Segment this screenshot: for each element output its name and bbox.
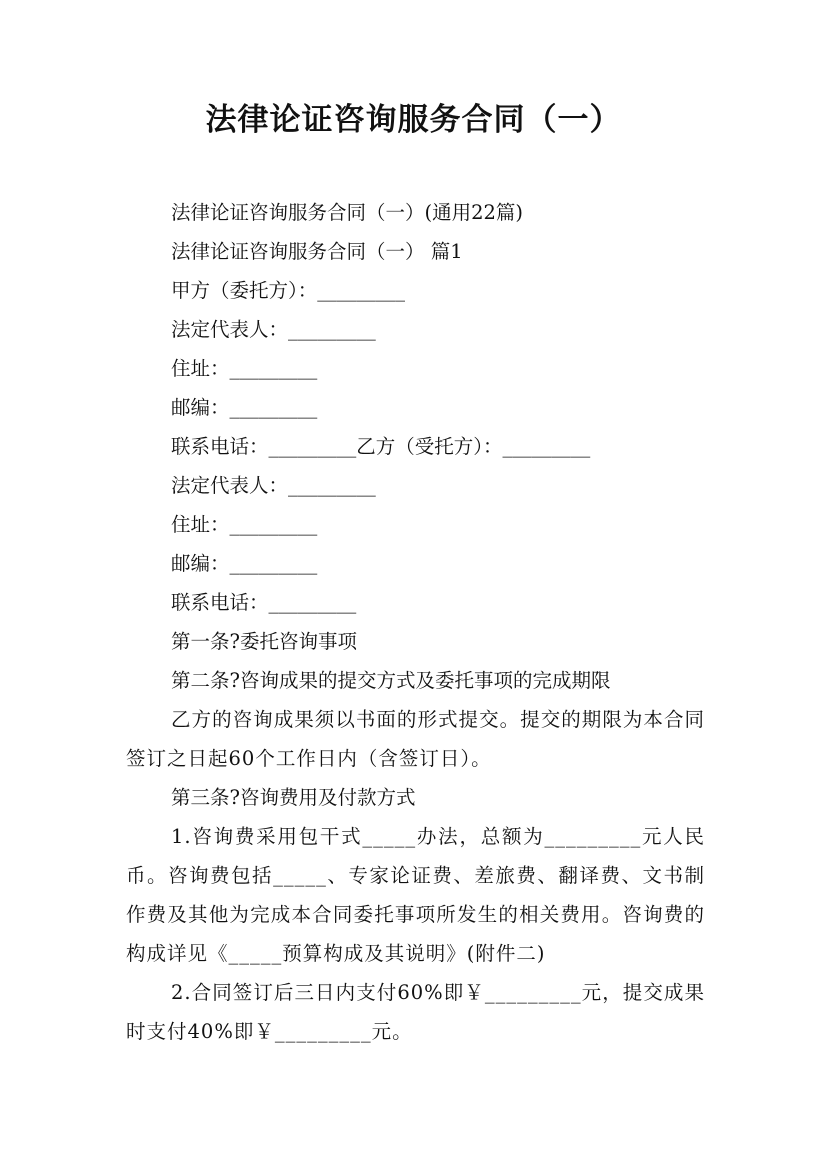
document-body [126,193,705,1051]
party-a-representative: 法定代表人：_________ [171,318,376,341]
article-header: 法律论证咨询服务合同（一） 篇1 [171,240,463,263]
clause-3-item-2: 2.合同签订后三日内支付60%即￥_________元，提交成果时支付40%即￥_________元。 [126,981,705,1043]
clause-2-heading: 第二条?咨询成果的提交方式及委托事项的完成期限 [171,669,611,692]
party-a-phone-party-b-label: 联系电话：_________乙方（受托方）：_________ [171,435,591,458]
party-a-postcode: 邮编：_________ [171,396,318,419]
party-b-representative: 法定代表人：_________ [171,474,376,497]
party-b-postcode: 邮编：_________ [171,552,318,575]
document-title: 法律论证咨询服务合同（一） [205,102,622,138]
document-subtitle: 法律论证咨询服务合同（一）(通用22篇) [171,201,524,224]
clause-2-body: 乙方的咨询成果须以书面的形式提交。提交的期限为本合同签订之日起60个工作日内（含签订日）。 [126,708,705,770]
clause-3-item-1: 1.咨询费采用包干式_____办法，总额为_________元人民币。咨询费包括_____、专家论证费、差旅费、翻译费、文书制作费及其他为完成本合同委托事项所发生的相关费用。咨询费的构成详见《_____预算构成及其说明》(附件二) [126,825,705,965]
party-a-address: 住址：_________ [171,357,318,380]
clause-3-heading: 第三条?咨询费用及付款方式 [171,786,416,809]
party-b-phone: 联系电话：_________ [171,591,357,614]
party-b-address: 住址：_________ [171,513,318,536]
clause-1-heading: 第一条?委托咨询事项 [171,630,357,653]
party-a-label: 甲方（委托方）：_________ [171,279,406,302]
